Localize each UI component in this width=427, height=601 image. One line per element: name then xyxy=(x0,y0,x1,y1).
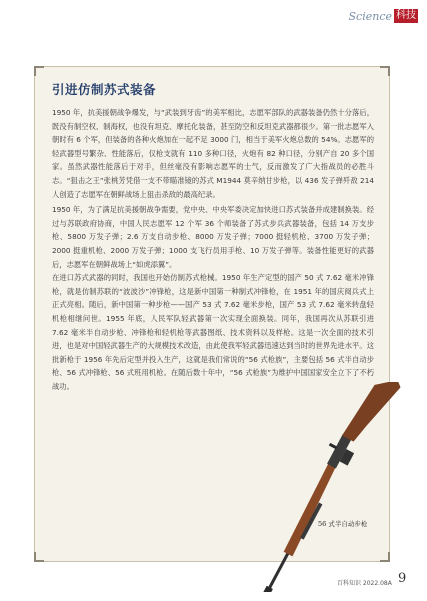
page-number: 9 xyxy=(398,571,407,586)
magazine-footer: 百科知识 2022.08A xyxy=(337,580,392,587)
paragraph: 1950 年，为了满足抗美援朝战争需要，党中央、中央军委决定加快进口苏式装备并成建制换装。经过与苏联政府协商，中国人民志愿军 12 个军 36 个师装备了苏式步兵武器装备，包括 14 万支步枪、5800 万发子弹；2.6 万支自动步枪、8000 万发子弹；7000 挺轻机枪、3700 万发子弹；2000 挺重机枪、2000 万发子弹；1000 支飞行员用手枪、10 万发子弹等。装备性能更好的武器后，志愿军在朝鲜战场上“如虎添翼”。 xyxy=(52,205,374,269)
rifle-icon xyxy=(229,382,424,592)
corner-ornament xyxy=(380,66,390,76)
paragraph: 1950 年，抗美援朝战争爆发，与“武装到牙齿”的美军相比，志愿军部队的武器装备仍然十分落后，既没有制空权、制海权，也没有坦克、摩托化装备，甚至防空和反坦克武器都很少。第一批志愿军入朝时有 6 个军，但装备的各种火炮加在一起不足 3000 门，相当于美军火炮总数的 54%。志愿军的轻武器型号繁杂、性能落后，仅枪支就有 110 多种口径，火炮有 82 种口径，分别产自 20 多个国家。虽然武器性能落后于对手，但丝毫没有影响志愿军的士气，反而激发了广大指战员的必胜斗志。“狙击之王”张桃芳凭借一支不带瞄准镜的苏式 M1944 莫辛纳甘步枪，以 436 发子弹歼敌 214 人创造了志愿军在朝鲜战场上狙击杀敌的最高纪录。 xyxy=(52,108,374,199)
header-brand xyxy=(349,9,418,23)
corner-ornament xyxy=(34,66,44,76)
brand-chinese-badge: 科技 xyxy=(396,10,416,21)
figure-caption: 56 式半自动步枪 xyxy=(318,520,368,528)
corner-ornament xyxy=(34,552,44,562)
paragraph: 在进口苏式武器的同时，我国也开始仿制苏式枪械。1950 年生产定型的国产 50 式 7.62 毫米冲锋枪，就是仿制苏联的“波波沙”冲锋枪，这是新中国第一种制式冲锋枪，在 1951 年的国庆阅兵式上正式亮相。随后，新中国第一种步枪——国产 53 式 7.62 毫米步枪，国产 53 式 7.62 毫米转盘轻机枪相继问世。1955 年底，人民军队轻武器第一次实现全面换装。同年，我国再次从苏联引进 7.62 毫米半自动步枪、冲锋枪和轻机枪等武器图纸、技术资料以及样枪。这是一次全面的技术引进，也是对中国轻武器生产的大规模技术改造，由此使我军轻武器迅速达到当时的世界先进水平。这批新枪于 1956 年先后定型并投入生产，这就是我们常说的“56 式枪族”，主要包括 56 式半自动步枪、56 式冲锋枪、56 式班用机枪。在随后数十年中，“56 式枪族”为维护中国国家安全立下了不朽战功。 xyxy=(52,273,374,391)
brand-english: Science xyxy=(348,9,392,23)
article-title: 引进仿制苏式装备 xyxy=(52,82,157,97)
